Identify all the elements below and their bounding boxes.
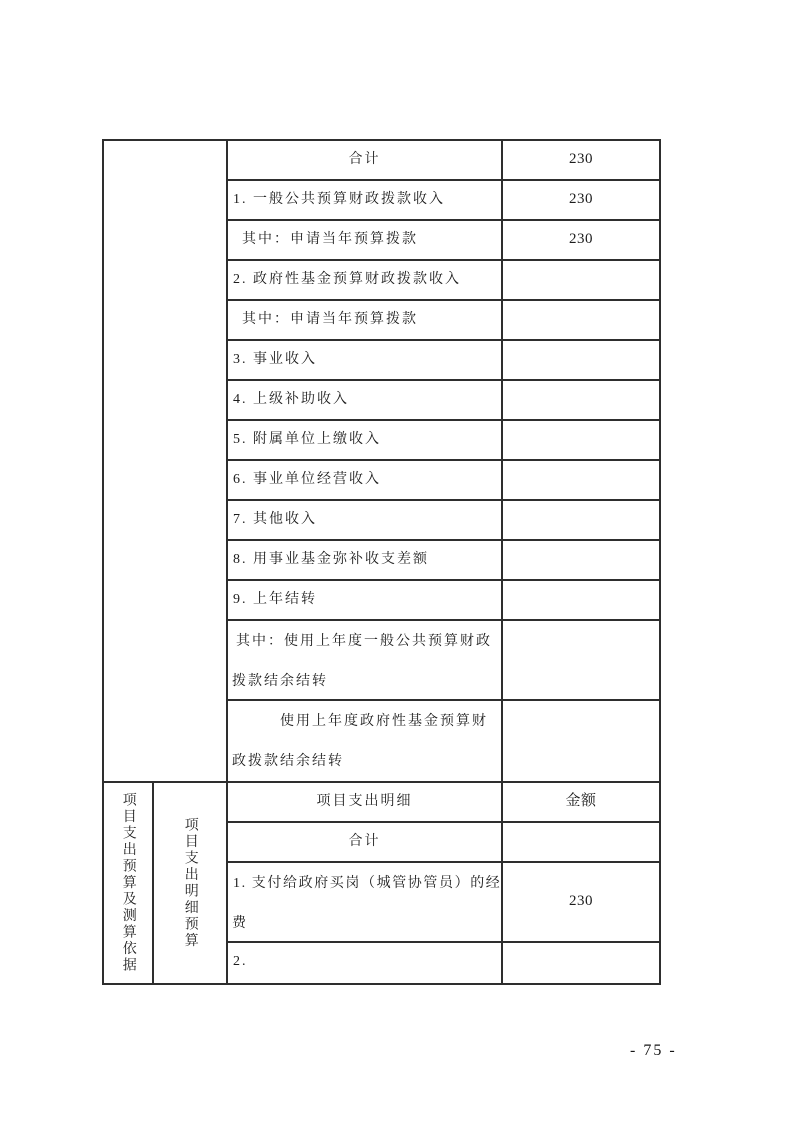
table-row xyxy=(228,701,659,781)
table-row xyxy=(228,501,659,541)
table-row xyxy=(228,301,659,341)
row-amount-cell xyxy=(503,501,659,539)
income-side-cell-empty xyxy=(104,141,228,781)
table-row xyxy=(228,621,659,701)
row-label-cell xyxy=(228,621,503,699)
table-row xyxy=(228,541,659,581)
row-label-line: 其中：使用上年度一般公共预算财政 xyxy=(236,634,492,649)
side-label-project-expense-detail-budget xyxy=(154,783,228,983)
row-label-line: 拨款结余结转 xyxy=(232,674,328,689)
row-amount-cell xyxy=(503,461,659,499)
row-label-cell: 4. 上级补助收入 xyxy=(228,381,503,419)
row-amount-cell: 230 xyxy=(569,191,593,207)
income-section xyxy=(104,141,659,781)
project-rows xyxy=(228,783,659,983)
table-header-row xyxy=(228,783,659,823)
side-label-text: 项目支出预算及测算依据 xyxy=(120,792,136,974)
row-label-cell: 其中：申请当年预算拨款 xyxy=(228,301,503,339)
row-label-cell: 1. 一般公共预算财政拨款收入 xyxy=(228,181,503,219)
table-row xyxy=(228,261,659,301)
row-amount-cell xyxy=(503,581,659,619)
row-label-cell xyxy=(228,863,503,941)
row-amount-cell xyxy=(503,381,659,419)
row-amount-cell xyxy=(503,421,659,459)
row-amount-cell xyxy=(503,261,659,299)
row-label-cell: 合计 xyxy=(228,141,503,179)
row-label-line: 费 xyxy=(232,916,248,931)
amount-header-cell: 金额 xyxy=(565,793,597,809)
table-row xyxy=(228,863,659,943)
table-row xyxy=(228,341,659,381)
project-section xyxy=(104,781,659,983)
row-label-cell: 9. 上年结转 xyxy=(228,581,503,619)
row-label-cell: 8. 用事业基金弥补收支差额 xyxy=(228,541,503,579)
row-label-line: 使用上年度政府性基金预算财 xyxy=(280,714,488,729)
row-label-line: 政拨款结余结转 xyxy=(232,754,344,769)
row-label-line: 1. 支付给政府买岗（城管协管员）的经 xyxy=(233,876,501,891)
table-row xyxy=(228,221,659,261)
row-label-cell: 6. 事业单位经营收入 xyxy=(228,461,503,499)
row-label-cell: 7. 其他收入 xyxy=(228,501,503,539)
row-amount-cell xyxy=(503,341,659,379)
table-row xyxy=(228,461,659,501)
table-row xyxy=(228,421,659,461)
row-label-cell: 5. 附属单位上缴收入 xyxy=(228,421,503,459)
side-label-project-budget-basis xyxy=(104,783,154,983)
table-row xyxy=(228,181,659,221)
side-label-text: 项目支出明细预算 xyxy=(182,817,198,949)
row-amount-cell xyxy=(503,301,659,339)
page-number: - 75 - xyxy=(630,1042,677,1059)
row-amount-cell xyxy=(503,621,659,699)
row-amount-cell xyxy=(503,823,659,861)
row-label-cell: 合计 xyxy=(228,823,503,861)
table-row xyxy=(228,943,659,983)
row-amount-cell: 230 xyxy=(569,151,593,167)
income-rows xyxy=(228,141,659,781)
table-row xyxy=(228,581,659,621)
row-label-cell: 2. xyxy=(228,943,503,983)
table-row xyxy=(228,381,659,421)
budget-table xyxy=(102,139,661,985)
row-label-cell: 3. 事业收入 xyxy=(228,341,503,379)
row-amount-cell xyxy=(503,701,659,781)
table-row xyxy=(228,823,659,863)
row-amount-cell xyxy=(503,943,659,983)
row-label-cell xyxy=(228,701,503,781)
row-amount-cell: 230 xyxy=(569,893,593,909)
row-amount-cell xyxy=(503,541,659,579)
row-label-cell: 2. 政府性基金预算财政拨款收入 xyxy=(228,261,503,299)
row-label-cell: 其中：申请当年预算拨款 xyxy=(228,221,503,259)
detail-header-cell: 项目支出明细 xyxy=(228,783,503,821)
row-amount-cell: 230 xyxy=(569,231,593,247)
table-row xyxy=(228,141,659,181)
